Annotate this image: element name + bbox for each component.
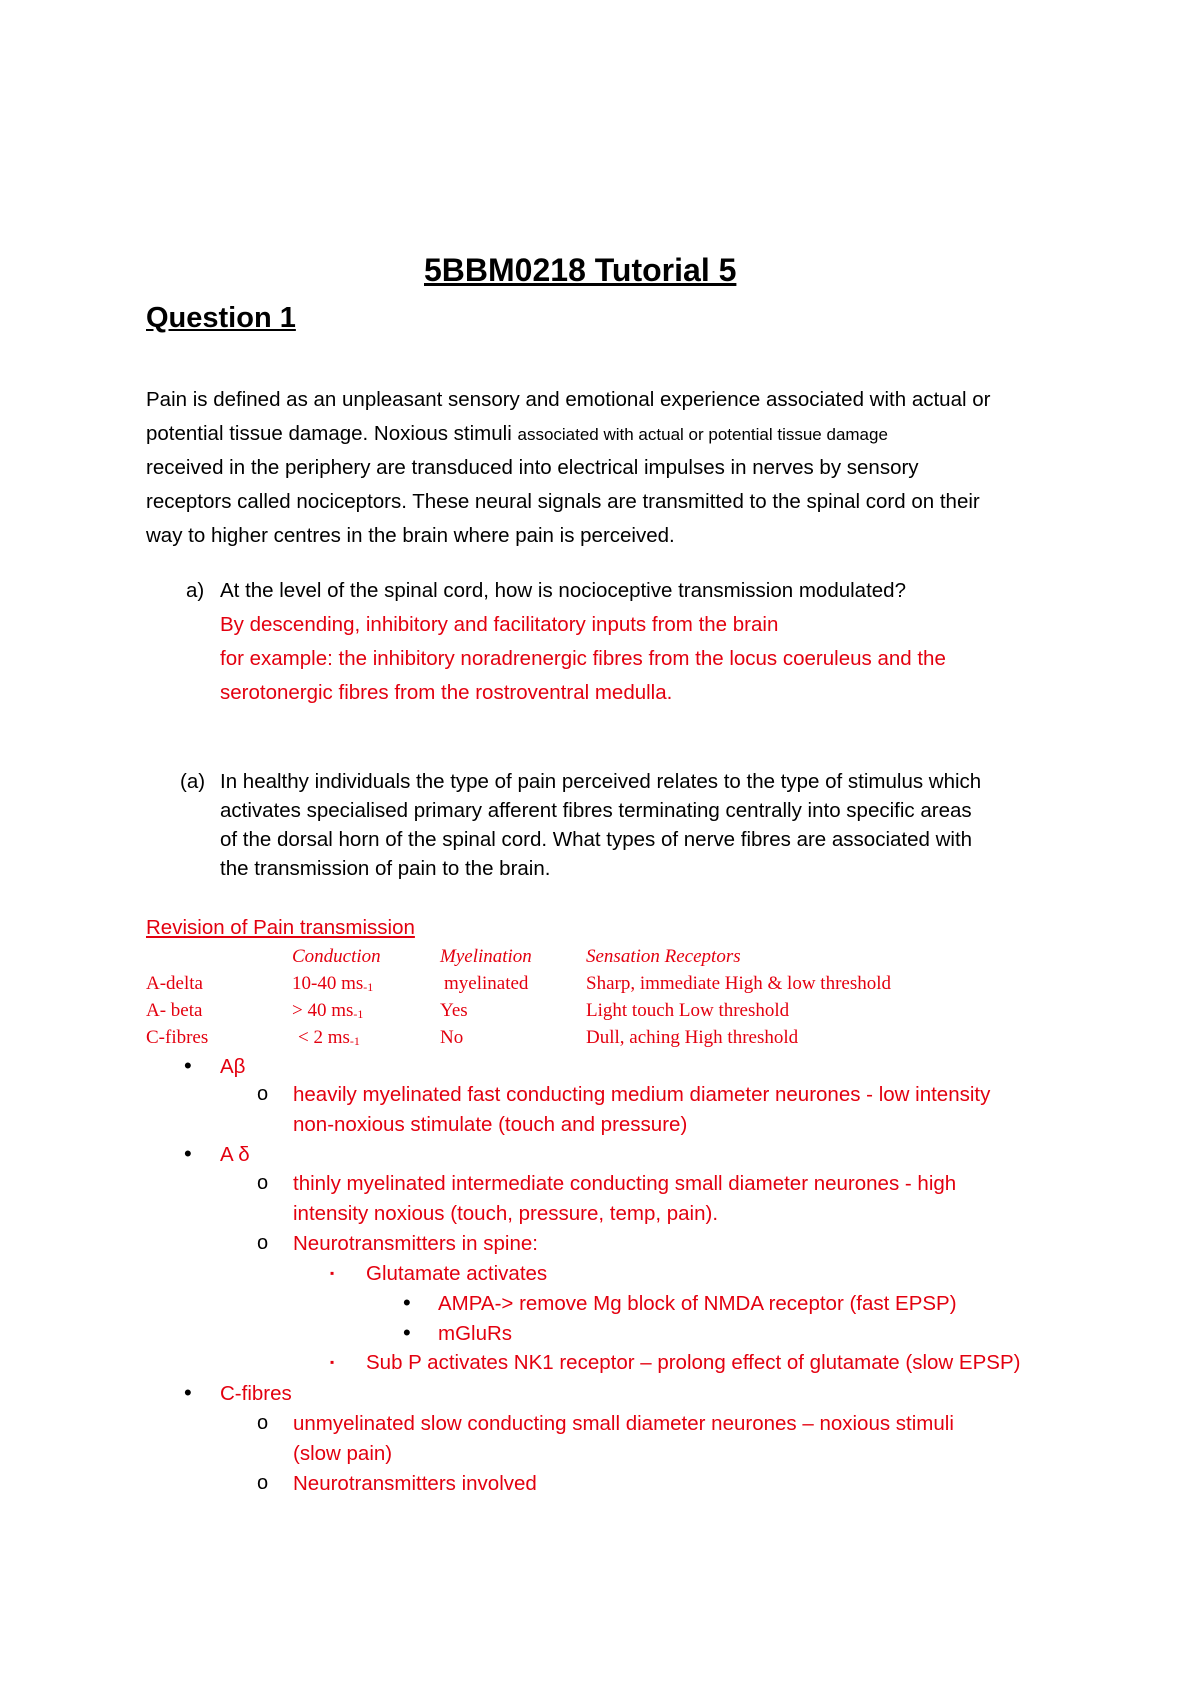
bullet-circle: o <box>257 1172 269 1194</box>
abeta-desc-1: heavily myelinated fast conducting medium diameter neurones - low intensity <box>293 1083 991 1106</box>
glutamate-item: Glutamate activates <box>366 1262 548 1285</box>
header-myelination: Myelination <box>440 946 532 967</box>
part-b-line-3: of the dorsal horn of the spinal cord. What types of nerve fibres are associated with <box>220 828 973 851</box>
bullet-square: ▪ <box>330 1355 335 1369</box>
part-b-line-1: In healthy individuals the type of pain perceived relates to the type of stimulus which <box>220 770 982 793</box>
abeta-desc-2: non-noxious stimulate (touch and pressure) <box>293 1113 688 1136</box>
bullet-abeta: Aβ <box>220 1055 246 1078</box>
bullet-circle: o <box>257 1472 269 1494</box>
ampa-item: AMPA-> remove Mg block of NMDA receptor (fast EPSP) <box>438 1292 957 1315</box>
header-conduction: Conduction <box>292 946 381 967</box>
revision-heading: Revision of Pain transmission <box>146 916 415 939</box>
part-a-answer-3: serotonergic fibres from the rostroventral medulla. <box>220 681 673 704</box>
row-conduction: 10-40 ms-1 <box>292 973 374 994</box>
part-b-line-4: the transmission of pain to the brain. <box>220 857 551 880</box>
cfibres-neurotransmitters: Neurotransmitters involved <box>293 1472 537 1495</box>
intro-line-2 <box>146 417 888 452</box>
bullet-dot: • <box>184 1380 192 1405</box>
intro-line-3: received in the periphery are transduced into electrical impulses in nerves by sensory <box>146 456 919 479</box>
intro-line-2b: associated with actual or potential tissue damage <box>517 425 888 444</box>
bullet-cfibres: C-fibres <box>220 1382 292 1405</box>
bullet-dot: • <box>403 1290 411 1315</box>
cfibres-desc-1: unmyelinated slow conducting small diameter neurones – noxious stimuli <box>293 1412 954 1435</box>
adelta-desc-2: intensity noxious (touch, pressure, temp, pain). <box>293 1202 719 1225</box>
bullet-circle: o <box>257 1232 269 1254</box>
part-a-marker: a) <box>186 579 205 602</box>
row-fibre: A- beta <box>146 1000 203 1021</box>
bullet-dot: • <box>184 1053 192 1078</box>
part-b-marker: (a) <box>180 770 206 793</box>
adelta-neurotransmitters: Neurotransmitters in spine: <box>293 1232 538 1255</box>
mglur-item: mGluRs <box>438 1322 513 1345</box>
row-conduction: < 2 ms-1 <box>298 1027 360 1048</box>
row-sensation: Sharp, immediate High & low threshold <box>586 973 892 994</box>
bullet-dot: • <box>403 1320 411 1345</box>
bullet-circle: o <box>257 1083 269 1105</box>
subp-item: Sub P activates NK1 receptor – prolong effect of glutamate (slow EPSP) <box>366 1351 1021 1374</box>
row-myelination: Yes <box>440 1000 468 1021</box>
bullet-dot: • <box>184 1141 192 1166</box>
adelta-desc-1: thinly myelinated intermediate conducting small diameter neurones - high <box>293 1172 957 1195</box>
intro-line-1: Pain is defined as an unpleasant sensory and emotional experience associated with actual or <box>146 388 991 411</box>
row-myelination: myelinated <box>444 973 529 994</box>
question-heading: Question 1 <box>146 302 296 334</box>
bullet-circle: o <box>257 1412 269 1434</box>
header-sensation: Sensation Receptors <box>586 946 741 967</box>
row-fibre: C-fibres <box>146 1027 209 1048</box>
intro-line-5: way to higher centres in the brain where pain is perceived. <box>146 524 675 547</box>
row-myelination: No <box>440 1027 464 1048</box>
part-a-answer-1: By descending, inhibitory and facilitatory inputs from the brain <box>220 613 779 636</box>
row-sensation: Light touch Low threshold <box>586 1000 790 1021</box>
intro-line-4: receptors called nociceptors. These neural signals are transmitted to the spinal cord on their <box>146 490 980 513</box>
row-conduction: > 40 ms-1 <box>292 1000 364 1021</box>
bullet-adelta: A δ <box>220 1143 250 1166</box>
bullet-square: ▪ <box>330 1266 335 1280</box>
cfibres-desc-2: (slow pain) <box>293 1442 393 1465</box>
part-a-question: At the level of the spinal cord, how is nocioceptive transmission modulated? <box>220 579 906 602</box>
page-title: 5BBM0218 Tutorial 5 <box>424 252 737 288</box>
part-a-answer-2: for example: the inhibitory noradrenergic fibres from the locus coeruleus and the <box>220 647 946 670</box>
row-fibre: A-delta <box>146 973 203 994</box>
part-b-line-2: activates specialised primary afferent fibres terminating centrally into specific areas <box>220 799 972 822</box>
row-sensation: Dull, aching High threshold <box>586 1027 799 1048</box>
intro-line-2a: potential tissue damage. Noxious stimuli <box>146 422 512 445</box>
